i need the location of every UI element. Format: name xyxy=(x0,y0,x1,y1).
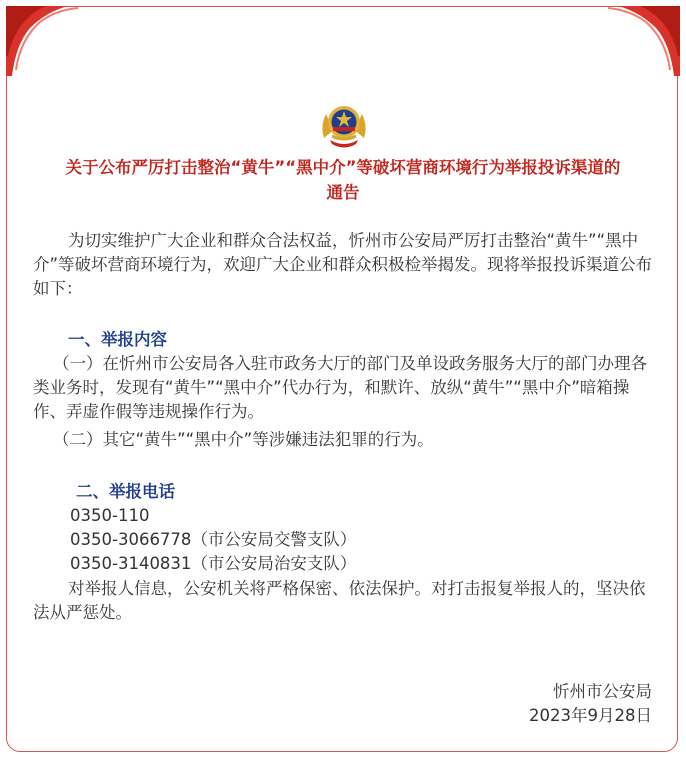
signature-date: 2023年9月28日 xyxy=(529,706,652,725)
protection-note: 对举报人信息，公安机关将严格保密、依法保护。对打击报复举报人的，坚决依法从严惩处。 xyxy=(33,579,646,622)
notice-title xyxy=(20,155,666,205)
title-line-2: 通告 xyxy=(326,183,360,202)
section-1-heading: 一、举报内容 xyxy=(68,330,167,349)
phone-line-1: 0350-110 xyxy=(70,506,150,525)
red-ribbon-corner-icon xyxy=(6,6,86,76)
police-emblem-icon xyxy=(316,98,372,154)
title-line-1: 关于公布严厉打击整治“黄牛”“黑中介”等破坏营商环境行为举报投诉渠道的 xyxy=(65,158,621,177)
phone-line-3: 0350-3140831（市公安局治安支队） xyxy=(70,554,357,573)
signature-org: 忻州市公安局 xyxy=(553,682,652,701)
phone-line-2: 0350-3066778（市公安局交警支队） xyxy=(70,530,357,549)
section-2-heading: 二、举报电话 xyxy=(76,482,175,501)
section-1-item-2: （二）其它“黄牛”“黑中介”等涉嫌违法犯罪的行为。 xyxy=(53,430,434,449)
red-ribbon-corner-icon xyxy=(600,6,680,76)
intro-paragraph: 为切实维护广大企业和群众合法权益，忻州市公安局严厉打击整治“黄牛”“黑中介”等破坏营商环境行为，欢迎广大企业和群众积极检举揭发。现将举报投诉渠道公布如下： xyxy=(33,231,653,298)
section-1-item-1: （一）在忻州市公安局各入驻市政务大厅的部门及单设政务服务大厅的部门办理各类业务时，发现有“黄牛”“黑中介”代办行为，和默许、放纵“黄牛”“黑中介”暗箱操作、弄虚作假等违规操作行为。 xyxy=(33,354,647,421)
